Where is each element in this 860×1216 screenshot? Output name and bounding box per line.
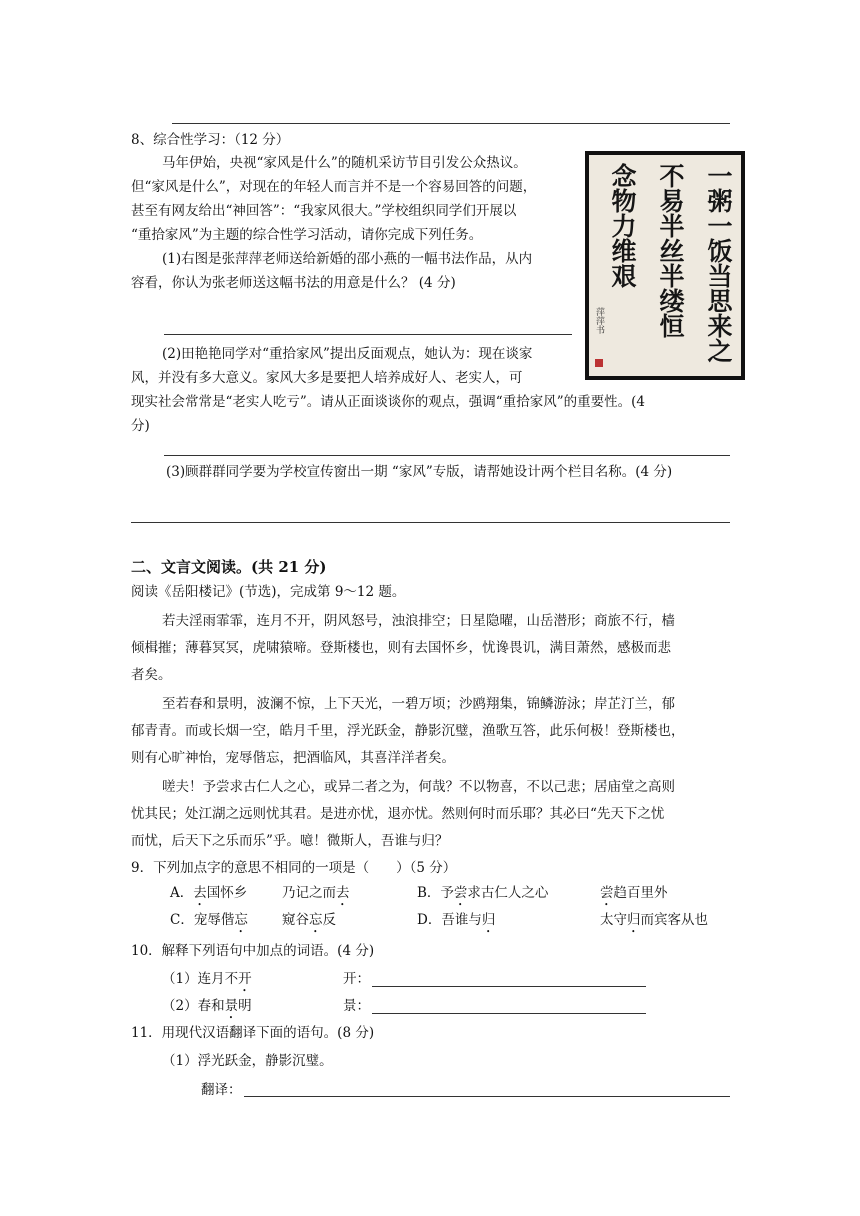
- answer-line-q10-2[interactable]: [372, 1013, 646, 1014]
- para1-line-2: 倾楫摧；薄暮冥冥，虎啸猿啼。登斯楼也，则有去国怀乡，忧谗畏讥，满目萧然，感极而悲: [131, 640, 671, 656]
- answer-line-task1[interactable]: [164, 334, 572, 335]
- calligraphy-seal: [595, 359, 603, 367]
- para3-line-2: 忧其民；处江湖之远则忧其君。是进亦忧，退亦忧。然则何时而乐耶？其必曰“先天下之忧: [131, 806, 665, 822]
- para2-line-3: 则有心旷神怡，宠辱偕忘，把酒临风，其喜洋洋者矣。: [131, 750, 455, 766]
- q9-option-b-1: B．予尝求古仁人之心: [417, 885, 549, 901]
- answer-line-top: [172, 123, 730, 124]
- q10-stem: 10．解释下列语句中加点的词语。(4 分): [131, 943, 375, 959]
- q9-option-c-2: 窥谷忘反: [282, 912, 336, 928]
- calligraphy-paper: [589, 155, 741, 376]
- q11-stem: 11．用现代汉语翻译下面的语句。(8 分): [131, 1025, 375, 1041]
- answer-line-task3[interactable]: [131, 522, 730, 523]
- q8-intro-line-4: “重拾家风”为主题的综合性学习活动，请你完成下列任务。: [131, 227, 483, 243]
- para3-line-1: 嗟夫！予尝求古仁人之心，或异二者之为，何哉？不以物喜，不以己悲；居庙堂之高则: [162, 779, 675, 795]
- calligraphy-column-2: 不易半丝半缕恒: [656, 163, 685, 338]
- q9-option-a-1: A．去国怀乡: [170, 885, 248, 901]
- q8-task2-line-3: 现实社会常常是“老实人吃亏”。请从正面谈谈你的观点，强调“重拾家风”的重要性。(4: [131, 394, 645, 410]
- q9-option-d-2: 太守归而宾客从也: [600, 912, 708, 928]
- calligraphy-column-1: 一粥一饭当思来之: [704, 163, 733, 363]
- para2-line-2: 郁青青。而或长烟一空，皓月千里，浮光跃金，静影沉璧，渔歌互答，此乐何极！登斯楼也，: [131, 723, 685, 739]
- q8-intro-line-2: 但“家风是什么”，对现在的年轻人而言并不是一个容易回答的问题，: [131, 179, 537, 195]
- q8-task2-line-2: 风，并没有多大意义。家风大多是要把人培养成好人、老实人，可: [131, 370, 523, 386]
- answer-line-q10-1[interactable]: [372, 986, 646, 987]
- q8-task1-line-1: (1)右图是张萍萍老师送给新婚的邵小燕的一幅书法作品，从内: [162, 251, 533, 267]
- calligraphy-column-3: 念物力维艰: [608, 163, 637, 288]
- para1-line-1: 若夫淫雨霏霏，连月不开，阴风怒号，浊浪排空；日星隐曜，山岳潜形；商旅不行，樯: [162, 613, 675, 629]
- q11-translate-label: 翻译：: [201, 1082, 242, 1098]
- q8-title: 8、综合性学习：（12 分）: [131, 132, 290, 148]
- q9-option-b-2: 尝趋百里外: [600, 885, 668, 901]
- para2-line-1: 至若春和景明，波澜不惊，上下天光，一碧万顷；沙鸥翔集，锦鳞游泳；岸芷汀兰，郁: [162, 696, 675, 712]
- calligraphy-image: [585, 151, 745, 380]
- q10-item-2-label: 景：: [343, 998, 370, 1014]
- q9-option-d-1: D．吾谁与归: [417, 912, 496, 928]
- q8-task2-line-4: 分): [131, 418, 150, 434]
- section2-heading: 二、文言文阅读。(共 21 分): [131, 558, 327, 576]
- q10-item-1-label: 开：: [343, 971, 370, 987]
- q8-intro-line-3: 甚至有网友给出“神回答”：“我家风很大。”学校组织同学们开展以: [131, 203, 517, 219]
- q8-intro-line-1: 马年伊始，央视“家风是什么”的随机采访节目引发公众热议。: [162, 155, 527, 171]
- q10-item-2: （2）春和景明: [162, 998, 252, 1014]
- q10-item-1: （1）连月不开: [162, 971, 252, 987]
- q11-item-1: （1）浮光跃金，静影沉璧。: [162, 1053, 333, 1069]
- section2-instruction: 阅读《岳阳楼记》(节选)，完成第 9～12 题。: [131, 584, 406, 600]
- q9-stem: 9．下列加点字的意思不相同的一项是（ ）（5 分）: [131, 860, 457, 876]
- answer-line-task2[interactable]: [164, 455, 730, 456]
- q8-task3: (3)顾群群同学要为学校宣传窗出一期 “家风”专版，请帮她设计两个栏目名称。(4 分): [166, 464, 673, 480]
- calligraphy-signature: 萍萍书: [594, 307, 604, 334]
- answer-line-q11-1[interactable]: [244, 1096, 730, 1097]
- para3-line-3: 而忧，后天下之乐而乐”乎。噫！微斯人，吾谁与归？: [131, 833, 449, 849]
- q9-option-c-1: C．宠辱偕忘: [170, 912, 248, 928]
- q8-task1-line-2: 容看，你认为张老师送这幅书法的用意是什么？ (4 分): [131, 275, 456, 291]
- para1-line-3: 者矣。: [131, 667, 172, 683]
- q9-option-a-2: 乃记之而去: [282, 885, 350, 901]
- q8-task2-line-1: (2)田艳艳同学对“重拾家风”提出反面观点，她认为：现在谈家: [162, 346, 533, 362]
